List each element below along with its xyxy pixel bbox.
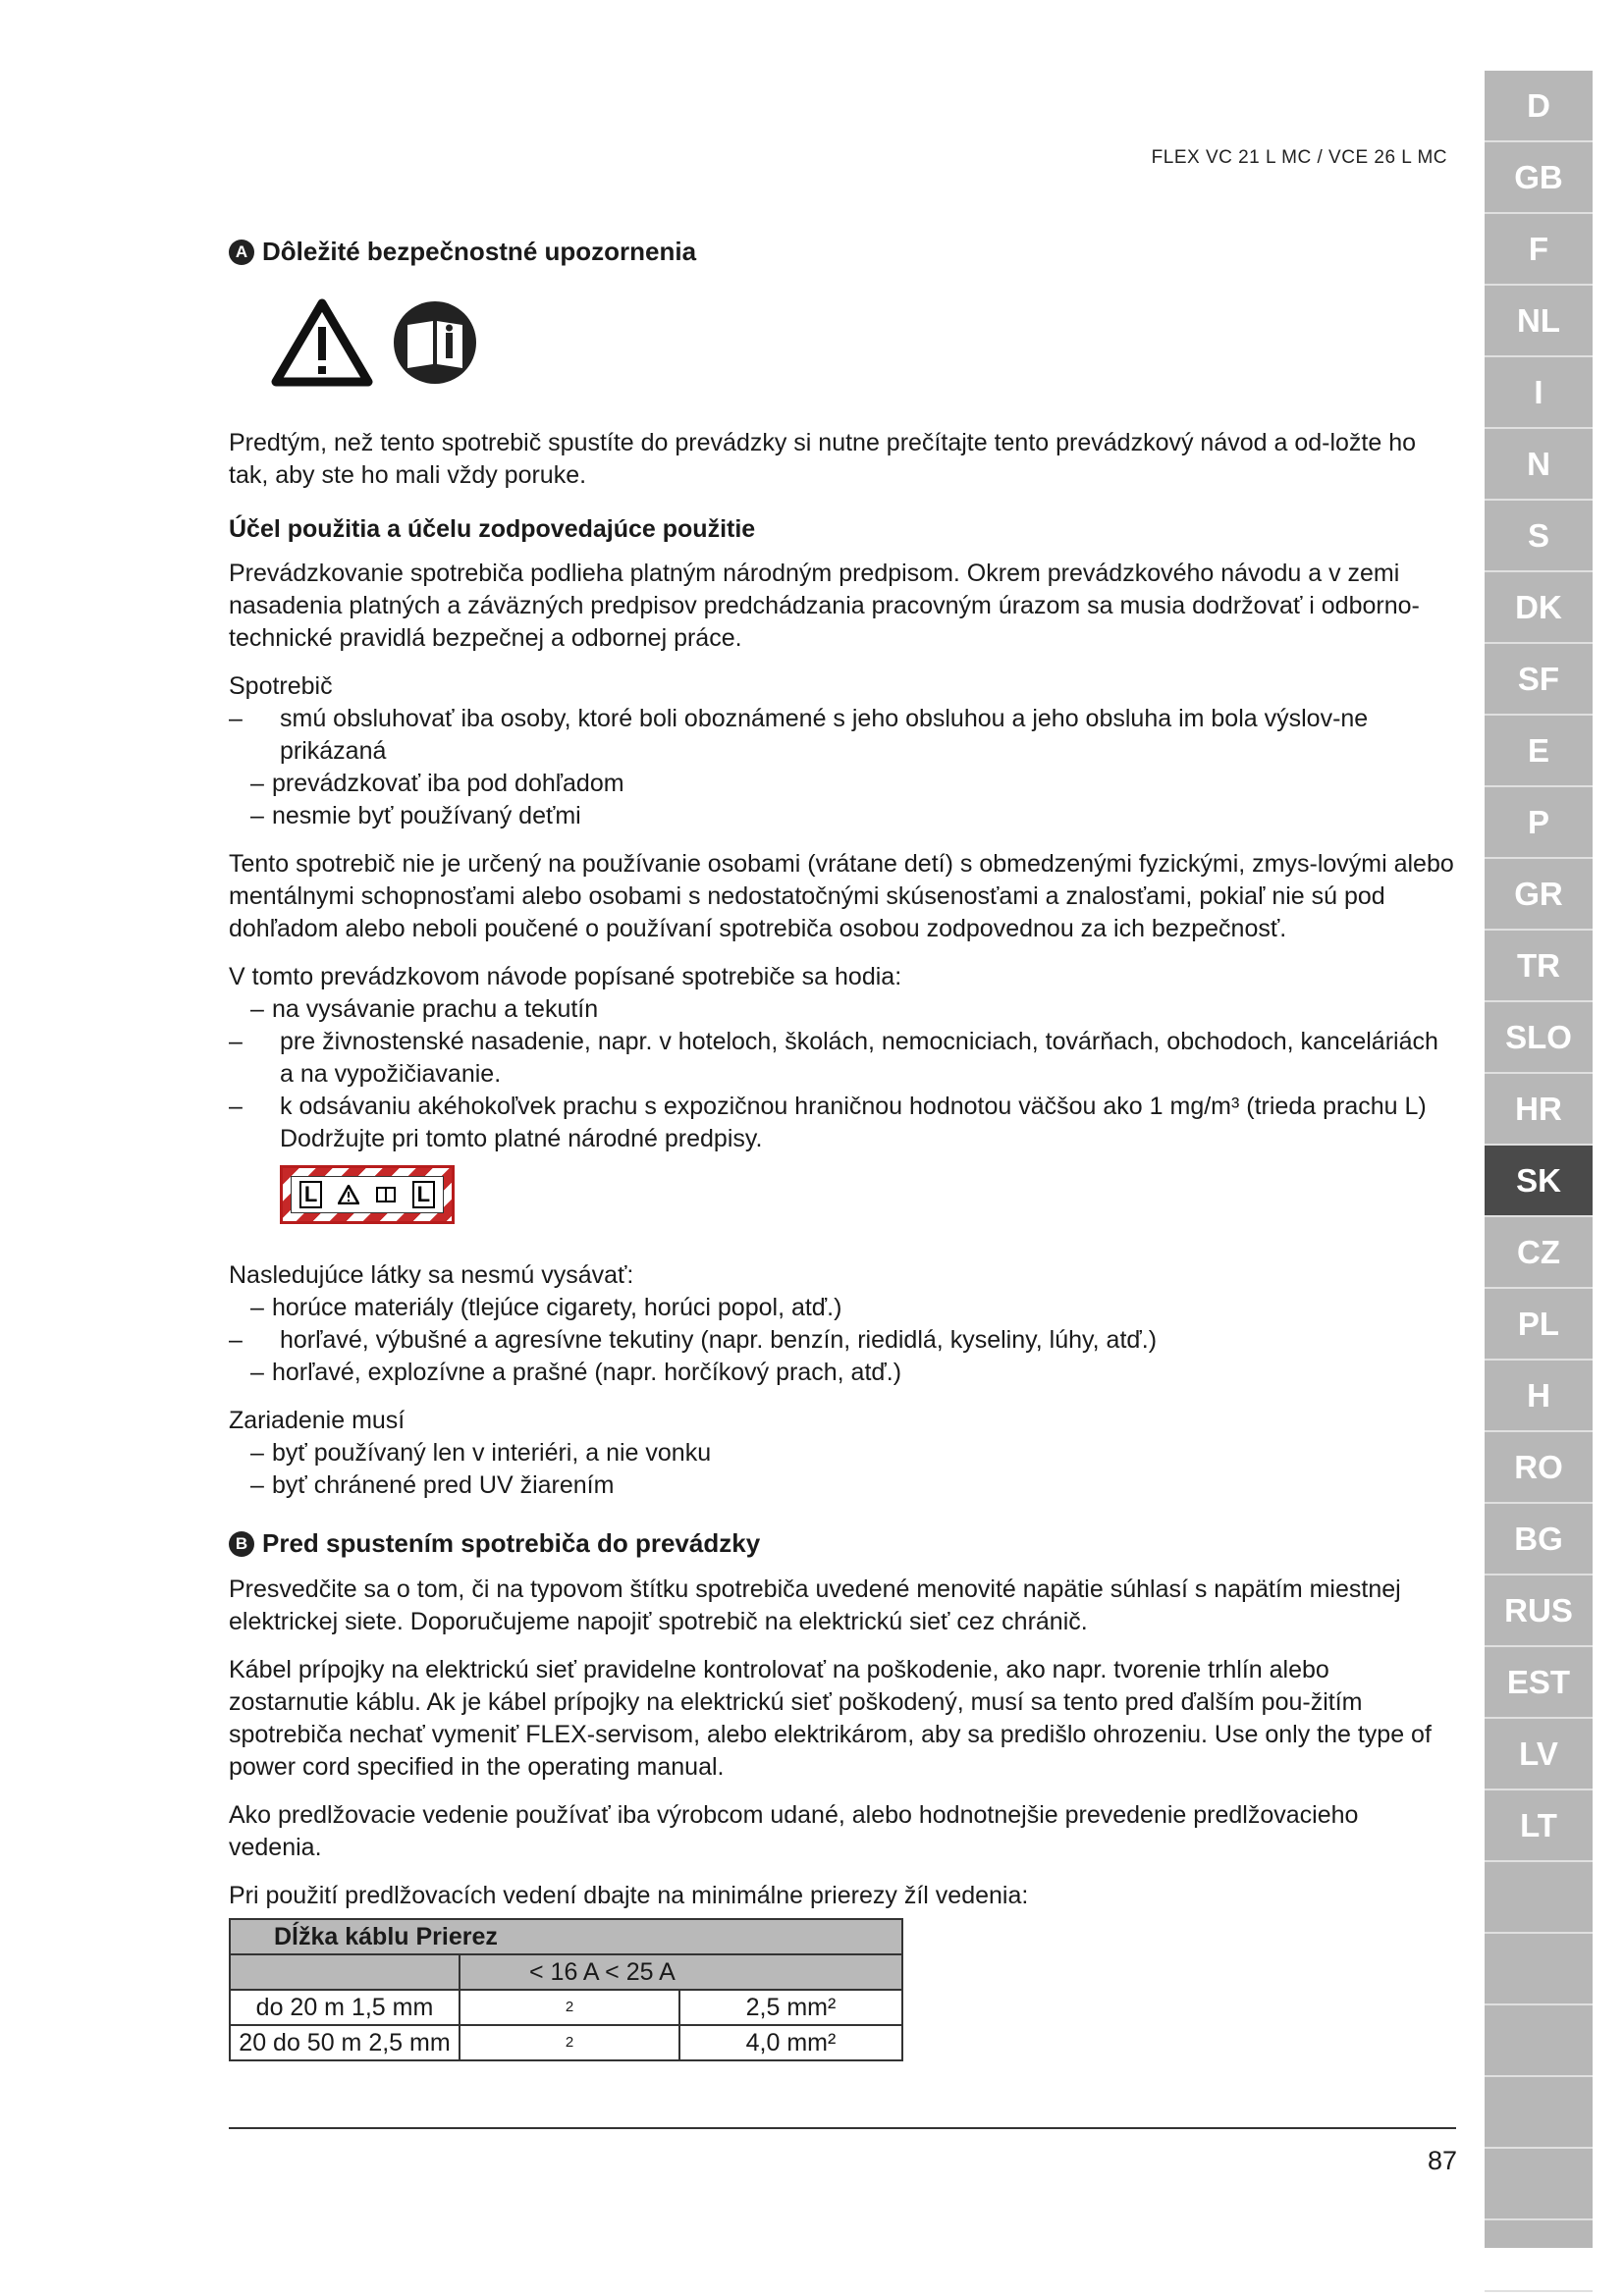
- empty-tab: [1485, 2220, 1593, 2292]
- language-tab-pl[interactable]: PL: [1485, 1289, 1593, 1361]
- empty-tab: [1485, 1934, 1593, 2005]
- language-tab-lv[interactable]: LV: [1485, 1719, 1593, 1790]
- list-item: – byť chránené pred UV žiarením: [250, 1471, 615, 1499]
- table-header-row: < 16 A < 25 A: [230, 1954, 902, 1990]
- language-tab-gb[interactable]: GB: [1485, 142, 1593, 214]
- dust-class-letter: L: [412, 1181, 435, 1208]
- device-intro: Zariadenie musí: [229, 1407, 406, 1434]
- language-tab-gr[interactable]: GR: [1485, 859, 1593, 931]
- read-manual-icon: [392, 299, 478, 386]
- prohibited-list: [229, 1292, 1456, 1389]
- language-tab-h[interactable]: H: [1485, 1361, 1593, 1432]
- cable-paragraph: Kábel prípojky na elektrickú sieť pravidelne kontrolovať na poškodenie, ako napr. tvorenie trhlín alebo zostarnutie káblu. Ak je kábel prípojky na elektrickú sieť poškodený, musí sa tento pred ďalším pou-žitím spotrebiča nechať vymeniť FLEX-servisom, alebo elektrikárom, aby sa predišlo ohrozeniu. Use only the type of power cord specified in the operating manual.: [229, 1656, 1432, 1781]
- language-tab-cz[interactable]: CZ: [1485, 1217, 1593, 1289]
- section-a-title: Dôležité bezpečnostné upozornenia: [262, 237, 697, 266]
- list-item: – pre živnostenské nasadenie, napr. v hoteloch, školách, nemocniciach, továrňach, obchodoch, kanceláriách a na vypožičiavanie.: [229, 1028, 1438, 1088]
- list-item: – nesmie byť používaný deťmi: [250, 802, 581, 829]
- list-item: – byť používaný len v interiéri, a nie vonku: [250, 1439, 712, 1467]
- language-tab-sk[interactable]: SK: [1485, 1146, 1593, 1217]
- page-number: 87: [1427, 2146, 1457, 2175]
- section-a-badge: A: [229, 240, 254, 265]
- warning-triangle-icon: [338, 1185, 359, 1204]
- list-item: – horľavé, explozívne a prašné (napr. horčíkový prach, atď.): [250, 1359, 902, 1386]
- footer-rule: [229, 2127, 1456, 2129]
- language-tab-slo[interactable]: SLO: [1485, 1002, 1593, 1074]
- empty-tab: [1485, 2149, 1593, 2220]
- table-header-row: Dĺžka káblu Prierez: [230, 1919, 902, 1954]
- prohibited-intro: Nasledujúce látky sa nesmú vysávať:: [229, 1261, 634, 1289]
- cable-cross-section-table: [229, 1918, 903, 2061]
- warning-triangle-icon: [270, 297, 374, 388]
- extension-paragraph: Ako predlžovacie vedenie používať iba výrobcom udané, alebo hodnotnejšie prevedenie predlžovacieho vedenia.: [229, 1801, 1359, 1861]
- language-tab-tr[interactable]: TR: [1485, 931, 1593, 1002]
- suitable-list: [229, 993, 1456, 1155]
- language-tab-s[interactable]: S: [1485, 501, 1593, 572]
- language-tab-dk[interactable]: DK: [1485, 572, 1593, 644]
- language-tab-p[interactable]: P: [1485, 787, 1593, 859]
- language-tab-n[interactable]: N: [1485, 429, 1593, 501]
- language-tab-hr[interactable]: HR: [1485, 1074, 1593, 1146]
- manual-book-icon: [375, 1185, 397, 1204]
- purpose-paragraph: Prevádzkovanie spotrebiča podlieha platným národným predpisom. Okrem prevádzkového návodu a v zemi nasadenia platných a záväzných predpisov predchádzania pracovným úrazom sa musia dodržovať i odborno-technické pravidlá bezpečnej a odbornej práce.: [229, 560, 1420, 652]
- empty-tab: [1485, 1862, 1593, 1934]
- language-tab-lt[interactable]: LT: [1485, 1790, 1593, 1862]
- empty-tab: [1485, 2005, 1593, 2077]
- list-item: – smú obsluhovať iba osoby, ktoré boli oboznámené s jeho obsluhou a jeho obsluha im bola výslov-ne prikázaná: [229, 705, 1369, 765]
- section-b-heading: [229, 1527, 1456, 1560]
- suitable-intro: V tomto prevádzkovom návode popísané spotrebiče sa hodia:: [229, 963, 902, 990]
- dust-class-l-label: [280, 1165, 455, 1224]
- intro-paragraph: Predtým, než tento spotrebič spustíte do prevádzky si nutne prečítajte tento prevádzkový návod a od-ložte ho tak, aby ste ho mali vždy poruke.: [229, 429, 1417, 489]
- language-tab-est[interactable]: EST: [1485, 1647, 1593, 1719]
- document-title: FLEX VC 21 L MC / VCE 26 L MC: [1151, 147, 1447, 168]
- page-content: [229, 236, 1456, 2061]
- appliance-list: [229, 703, 1456, 832]
- language-tab-nl[interactable]: NL: [1485, 286, 1593, 357]
- dust-class-letter: L: [299, 1181, 322, 1208]
- purpose-heading: Účel použitia a účelu zodpovedajúce použitie: [229, 515, 756, 543]
- safety-icons: [270, 297, 1456, 388]
- language-tab-rus[interactable]: RUS: [1485, 1575, 1593, 1647]
- list-item: – horúce materiály (tlejúce cigarety, horúci popol, atď.): [250, 1294, 842, 1321]
- language-tab-f[interactable]: F: [1485, 214, 1593, 286]
- section-a-heading: [229, 236, 1456, 268]
- appliance-label: Spotrebič: [229, 672, 333, 700]
- list-item: – na vysávanie prachu a tekutín: [250, 995, 599, 1023]
- language-tab-sf[interactable]: SF: [1485, 644, 1593, 716]
- section-b-title: Pred spustením spotrebiča do prevádzky: [262, 1528, 761, 1558]
- device-list: [229, 1437, 1456, 1502]
- language-tab-d[interactable]: D: [1485, 71, 1593, 142]
- voltage-paragraph: Presvedčite sa o tom, či na typovom štítku spotrebiča uvedené menovité napätie súhlasí s napätím miestnej elektrickej siete. Doporučujeme napojiť spotrebič na elektrickú sieť cez chránič.: [229, 1575, 1401, 1635]
- list-item: – prevádzkovať iba pod dohľadom: [250, 770, 624, 797]
- list-item: – k odsávaniu akéhokoľvek prachu s expozičnou hraničnou hodnotou väčšou ako 1 mg/m³ (trieda prachu L) Dodržujte pri tomto platné národné predpisy.: [229, 1093, 1427, 1152]
- not-intended-paragraph: Tento spotrebič nie je určený na používanie osobami (vrátane detí) s obmedzenými fyzickými, zmys-lovými alebo mentálnymi schopnosťami alebo osobami s nedostatočnými skúsenosťami a znalosťami, pokiaľ nie sú pod dohľadom alebo neboli poučené o používaní spotrebiča osobou zodpovednou za ich bezpečnosť.: [229, 850, 1454, 942]
- list-item: – horľavé, výbušné a agresívne tekutiny (napr. benzín, riedidlá, kyseliny, lúhy, atď.): [229, 1326, 1158, 1354]
- language-tab-ro[interactable]: RO: [1485, 1432, 1593, 1504]
- language-tab-sidebar: [1485, 71, 1593, 2248]
- language-tab-i[interactable]: I: [1485, 357, 1593, 429]
- table-row: do 20 m 1,5 mm 2 2,5 mm²: [230, 1990, 902, 2025]
- empty-tab: [1485, 2077, 1593, 2149]
- section-b-badge: B: [229, 1531, 254, 1557]
- table-row: 20 do 50 m 2,5 mm 2 4,0 mm²: [230, 2025, 902, 2060]
- language-tab-bg[interactable]: BG: [1485, 1504, 1593, 1575]
- cross-section-paragraph: Pri použití predlžovacích vedení dbajte na minimálne prierezy žíl vedenia:: [229, 1882, 1029, 1909]
- language-tab-e[interactable]: E: [1485, 716, 1593, 787]
